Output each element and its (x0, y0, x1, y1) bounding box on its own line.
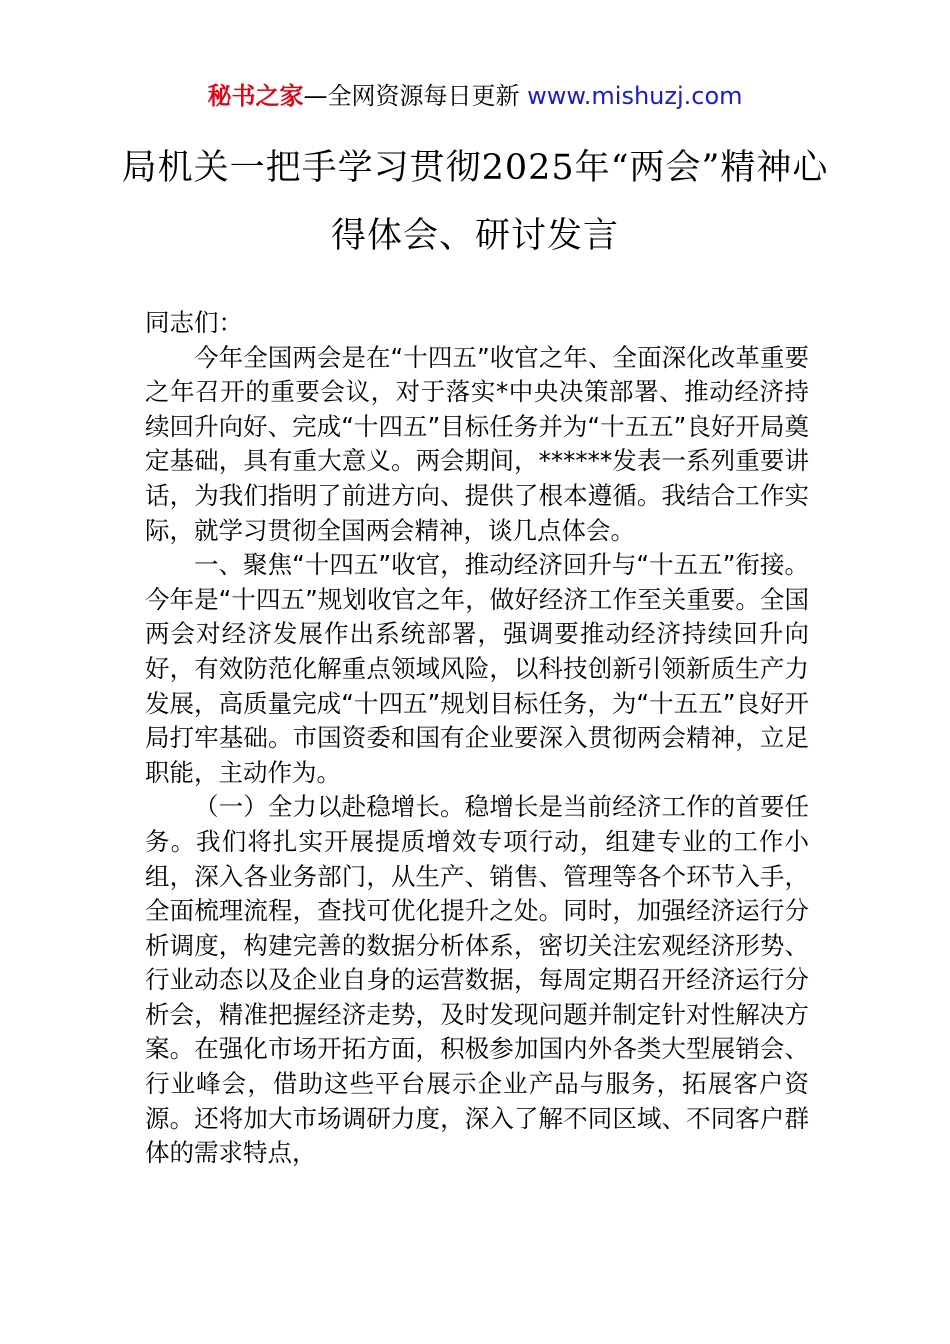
document-body (145, 306, 809, 1171)
body-paragraph: 一、聚焦“十四五”收官，推动经济回升与“十五五”衔接。今年是“十四五”规划收官之年，做好经济工作至关重要。全国两会对经济发展作出系统部署，强调要推动经济持续回升向好，有效防范化解重点领域风险，以科技创新引领新质生产力发展，高质量完成“十四五”规划目标任务，为“十五五”良好开局打牢基础。市国资委和国有企业要深入贯彻两会精神，立足职能，主动作为。 (145, 550, 809, 787)
salutation: 同志们： (145, 308, 243, 337)
site-brand: 秘书之家 (207, 82, 304, 110)
body-paragraph: 今年全国两会是在“十四五”收官之年、全面深化改革重要之年召开的重要会议，对于落实*中央决策部署、推动经济持续回升向好、完成“十四五”目标任务并为“十五五”良好开局奠定基础，具有重大意义。两会期间，******发表一系列重要讲话，为我们指明了前进方向、提供了根本遵循。我结合工作实际，就学习贯彻全国两会精神，谈几点体会。 (145, 342, 809, 545)
site-tagline: —全网资源每日更新 (303, 82, 520, 110)
body-paragraph: （一）全力以赴稳增长。稳增长是当前经济工作的首要任务。我们将扎实开展提质增效专项行动，组建专业的工作小组，深入各业务部门，从生产、销售、管理等各个环节入手，全面梳理流程，查找可优化提升之处。同时，加强经济运行分析调度，构建完善的数据分析体系，密切关注宏观经济形势、行业动态以及企业自身的运营数据，每周定期召开经济运行分析会，精准把握经济走势，及时发现问题并制定针对性解决方案。在强化市场开拓方面，积极参加国内外各类大型展销会、行业峰会，借助这些平台展示企业产品与服务，拓展客户资源。还将加大市场调研力度，深入了解不同区域、不同客户群体的需求特点， (145, 792, 809, 1168)
document-title: 局机关一把手学习贯彻2025年“两会”精神心得体会、研讨发言 (121, 148, 829, 256)
site-header (0, 80, 950, 112)
site-url-link[interactable]: www.mishuzj.com (527, 82, 743, 110)
